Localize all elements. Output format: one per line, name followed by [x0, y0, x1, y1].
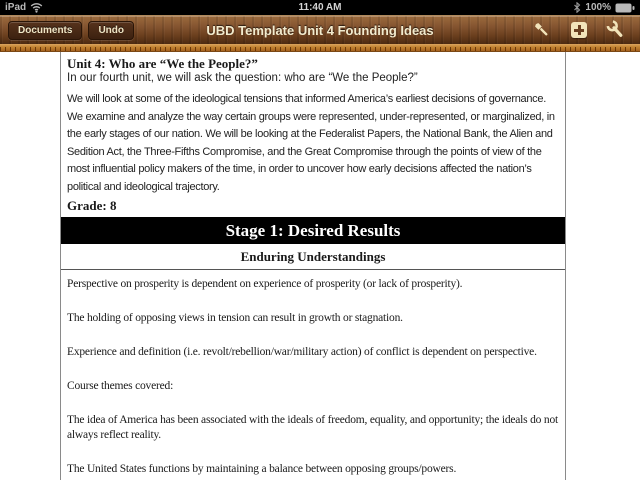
documents-button[interactable]: Documents [8, 21, 82, 40]
insert-icon[interactable] [569, 20, 589, 40]
document-canvas[interactable] [0, 52, 640, 480]
unit-intro: In our fourth unit, we will ask the question: who are “We the People?” [67, 72, 418, 84]
understanding-item: The idea of America has been associated with the ideals of freedom, equality, and opportunity; the ideals do not always reflect reality. [67, 414, 559, 441]
bluetooth-icon [573, 2, 581, 13]
tools-icon[interactable] [606, 20, 626, 40]
document-title: UBD Template Unit 4 Founding Ideas [206, 22, 434, 38]
understanding-item: Course themes covered: [67, 380, 174, 392]
toolbar [0, 15, 640, 44]
unit-heading: Unit 4: Who are “We the People?” [67, 56, 258, 71]
ruler[interactable] [0, 44, 640, 52]
understanding-item: The United States functions by maintaining a balance between opposing groups/powers. [67, 463, 457, 475]
enduring-understandings-body [61, 270, 565, 477]
understanding-item: Experience and definition (i.e. revolt/rebellion/war/military action) of conflict is dependent on perspective. [67, 346, 537, 358]
stage1-banner: Stage 1: Desired Results [61, 217, 565, 244]
unit-overview-paragraph: We will look at some of the ideological tensions that informed America’s earliest decisions of governance. We examine and analyze the way certain groups were represented, under-represented, or marginalized, in the early stages of our nation. We will be looking at the Federalist Papers, the National Bank, the Alien and Sedition Act, the Three-Fifths Compromise, and the Great Compromise through the points of view of the most influential policy makers of the time, in order to uncover how early decisions affected the nation’s political and ideological trajectory. [67, 93, 555, 193]
understanding-item: Perspective on prosperity is dependent on experience of prosperity (or lack of prosperity). [67, 278, 463, 290]
undo-button[interactable]: Undo [88, 21, 134, 40]
understanding-item: The holding of opposing views in tension can result in growth or stagnation. [67, 312, 403, 324]
device-label: iPad [5, 2, 27, 13]
unit-overview-section [61, 52, 565, 213]
clock: 11:40 AM [298, 2, 342, 13]
status-bar [0, 0, 640, 15]
enduring-understandings-header: Enduring Understandings [61, 244, 565, 270]
battery-percent-label: 100% [585, 2, 611, 13]
battery-icon [615, 3, 635, 13]
grade-label: Grade: 8 [67, 198, 117, 213]
document-body [60, 52, 566, 480]
